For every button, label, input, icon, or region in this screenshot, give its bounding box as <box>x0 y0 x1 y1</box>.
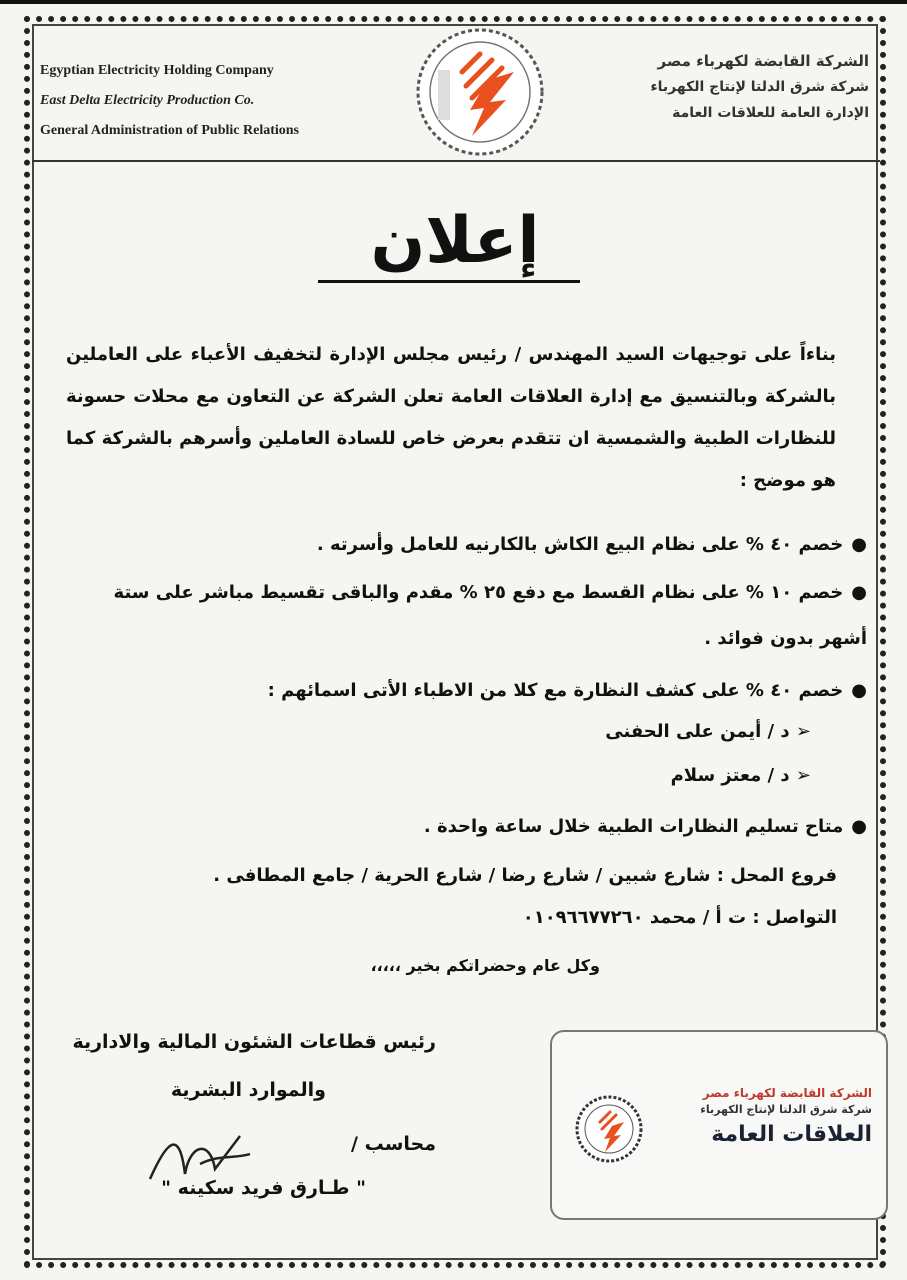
bullet-text: خصم ٤٠ % على كشف النظارة مع كلا من الاطباء الأتى اسمائهم : <box>267 680 844 701</box>
signature-scribble-icon <box>140 1124 260 1194</box>
bullet-text: متاح تسليم النظارات الطبية خلال ساعة واحدة . <box>423 816 844 837</box>
announcement-title: إعلان <box>370 204 540 278</box>
title-underline <box>318 280 580 283</box>
bullet-icon: ● <box>851 582 867 603</box>
bullet-item <box>77 570 867 662</box>
arrow-icon: ➢ <box>789 721 811 742</box>
bullet-item <box>77 668 867 714</box>
stamp-line-2: شركة شرق الدلتا لإنتاج الكهرباء <box>700 1103 872 1116</box>
signature-role: محاسب / <box>351 1133 436 1155</box>
subsidiary-name-ar: شركة شرق الدلتا لإنتاج الكهرباء <box>650 79 869 95</box>
intro-paragraph: بناءاً على توجيهات السيد المهندس / رئيس مجلس الإدارة لتخفيف الأعباء على العاملين بالشركة وبالتنسيق مع إدارة العلاقات العامة تعلن الشركة عن التعاون مع محلات حسونة للنظارات الطبية والشمسية ان تتقدم بعرض خاص للسادة العاملين وأسرهم بالشركة كما هو موضح : <box>66 344 836 491</box>
bullet-text: خصم ١٠ % على نظام القسط مع دفع ٢٥ % مقدم والباقى تقسيط مباشر على ستة أشهر بدون فوائد . <box>113 582 867 649</box>
official-stamp <box>550 1030 888 1220</box>
signature-title: رئيس قطاعات الشئون المالية والادارية <box>72 1031 436 1053</box>
company-name-en: Egyptian Electricity Holding Company <box>40 63 274 78</box>
bullet-icon: ● <box>851 680 867 701</box>
bullet-text: خصم ٤٠ % على نظام البيع الكاش بالكارنيه للعامل وأسرته . <box>316 534 844 555</box>
bullet-item <box>77 804 867 850</box>
contact-label: التواصل : ت أ / محمد <box>649 907 837 928</box>
doctor-name: د / معتز سلام <box>670 765 790 786</box>
company-logo <box>410 22 550 162</box>
subsidiary-name-en: East Delta Electricity Production Co. <box>40 93 255 108</box>
header-divider <box>32 160 880 162</box>
bullet-item <box>77 522 867 568</box>
company-name-ar: الشركة القابضة لكهرباء مصر <box>657 52 869 70</box>
bullet-icon: ● <box>851 534 867 555</box>
signature-title-2: والموارد البشرية <box>170 1079 326 1101</box>
branches-line: فروع المحل : شارع شبين / شارع رضا / شارع الحرية / جامع المطافى . <box>213 865 837 886</box>
stamp-line-1: الشركة القابضة لكهرباء مصر <box>702 1086 872 1100</box>
header-english <box>40 56 380 146</box>
department-name-en: General Administration of Public Relations <box>40 123 299 138</box>
doctor-item <box>211 712 811 752</box>
doctor-name: د / أيمن على الحفنى <box>605 721 790 742</box>
arrow-icon: ➢ <box>789 765 811 786</box>
contact-phone: ٠١٠٩٦٦٧٧٢٦٠ <box>522 907 644 928</box>
stamp-text <box>622 1084 872 1152</box>
document-page <box>0 4 907 1280</box>
doctor-item <box>211 756 811 796</box>
bullet-icon: ● <box>851 816 867 837</box>
header-arabic <box>539 48 869 126</box>
contact-line <box>47 898 837 938</box>
stamp-line-3: العلاقات العامة <box>711 1122 872 1147</box>
closing-greeting: وكل عام وحضراتكم بخير ،،،،، <box>370 956 600 975</box>
department-name-ar: الإدارة العامة للعلاقات العامة <box>672 105 869 121</box>
signature-name: " طـارق فريد سكينه " <box>161 1177 366 1199</box>
